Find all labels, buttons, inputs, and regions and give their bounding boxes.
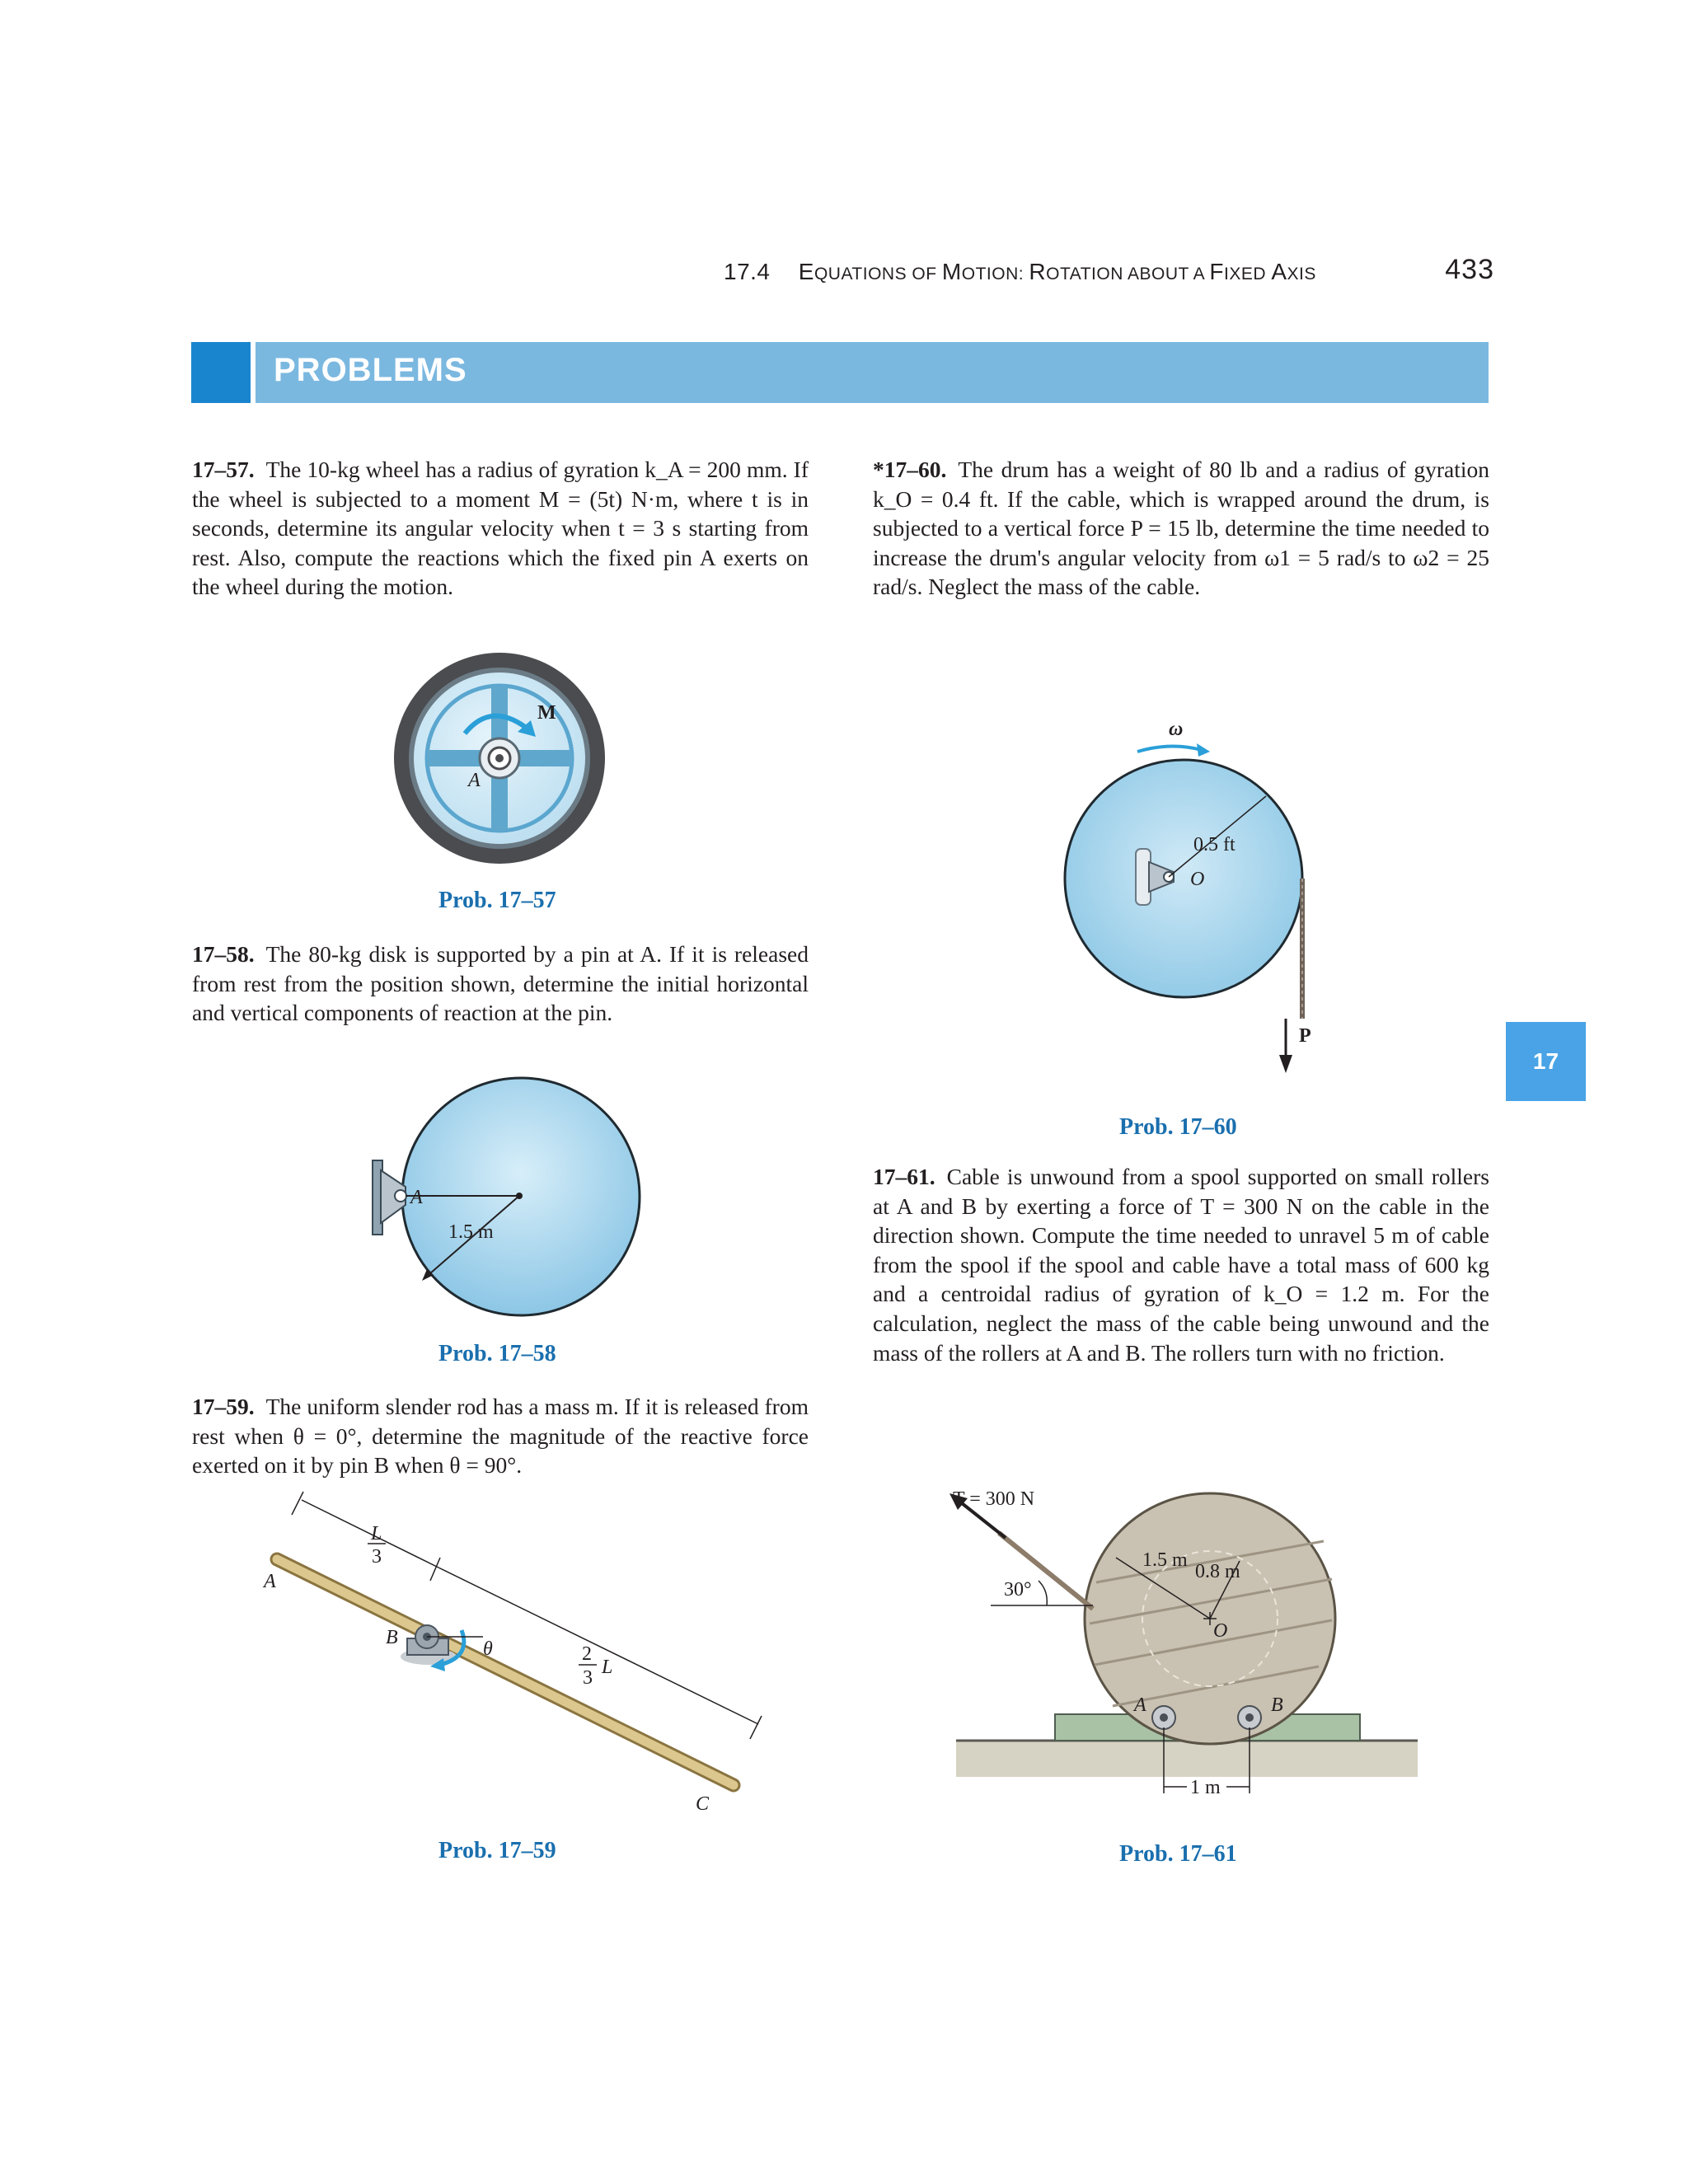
- figure-17-57: [392, 651, 607, 865]
- label-radius: 0.5 ft: [1193, 834, 1236, 855]
- problem-text: The uniform slender rod has a mass m. If it is released from rest when θ = 0°, determine the magnitude of the reactive force exerted on it by pin B when θ = 90°.: [192, 1394, 809, 1479]
- problem-number: 17–59.: [192, 1394, 255, 1419]
- label-omega: ω: [1169, 719, 1184, 740]
- figure-17-58: [369, 1071, 649, 1319]
- problem-text: The 10-kg wheel has a radius of gyration k_A = 200 mm. If the wheel is subjected to a moment M = (5t) N·m, where t is in seconds, determine its angular velocity when t = 3 s starting from rest. Also, compute the reactions which the fixed pin A exerts on the wheel during the motion.: [192, 457, 809, 600]
- omega-arrow: [1137, 746, 1202, 752]
- section-title: EQUATIONS OF MOTION: ROTATION ABOUT A FIXED AXIS: [798, 259, 1316, 284]
- label-p: P: [1299, 1025, 1311, 1047]
- problem-number: 17–58.: [192, 941, 255, 967]
- caption-17-60: Prob. 17–60: [1119, 1114, 1237, 1140]
- problem-17-61: [873, 1162, 1489, 1367]
- problem-number: 17–61.: [873, 1164, 935, 1189]
- label-a: A: [468, 770, 481, 791]
- omega-arrowhead-icon: [1197, 743, 1210, 757]
- problems-banner: [191, 342, 1489, 403]
- problem-number: *17–60.: [873, 457, 947, 482]
- label-b: B: [386, 1627, 398, 1648]
- caption-17-59: Prob. 17–59: [438, 1838, 556, 1863]
- banner-square: [191, 342, 251, 403]
- running-header: [724, 259, 1316, 285]
- caption-17-61: Prob. 17–61: [1119, 1841, 1237, 1867]
- label-outer-radius: 1.5 m: [1142, 1549, 1188, 1571]
- label-radius: 1.5 m: [448, 1221, 494, 1243]
- problem-17-57: [192, 455, 809, 602]
- label-inner-radius: 0.8 m: [1195, 1561, 1240, 1582]
- label-l3-num: L: [371, 1523, 382, 1544]
- problem-17-58: [192, 940, 809, 1028]
- drum: [1065, 760, 1302, 997]
- problem-17-60: [873, 455, 1489, 602]
- page-number: 433: [1445, 254, 1494, 285]
- label-a: A: [410, 1187, 423, 1208]
- figure-17-59: [256, 1492, 767, 1821]
- label-angle: 30°: [1004, 1579, 1032, 1601]
- ground: [956, 1741, 1418, 1777]
- figure-17-61: [948, 1483, 1426, 1813]
- dimension-l3: [302, 1500, 438, 1568]
- section-number: 17.4: [724, 259, 771, 284]
- pin-a: [395, 1190, 406, 1202]
- caption-17-57: Prob. 17–57: [438, 888, 556, 913]
- label-o: O: [1190, 869, 1205, 890]
- banner-title: PROBLEMS: [274, 352, 467, 388]
- label-roller-a: A: [1134, 1694, 1146, 1716]
- problem-number: 17–57.: [192, 457, 255, 482]
- force-p-arrowhead-icon: [1279, 1055, 1292, 1073]
- problem-text: The 80-kg disk is supported by a pin at A. If it is released from rest from the position shown, determine the initial horizontal and vertical components of reaction at the pin.: [192, 941, 809, 1026]
- label-a: A: [264, 1571, 276, 1592]
- label-l3-den: 3: [372, 1546, 382, 1568]
- label-c: C: [696, 1793, 710, 1815]
- figure-17-60: [1047, 717, 1343, 1080]
- label-l23-var: L: [602, 1657, 613, 1678]
- problem-17-59: [192, 1392, 809, 1480]
- problem-text: The drum has a weight of 80 lb and a radius of gyration k_O = 0.4 ft. If the cable, which is wrapped around the drum, is subjected to a vertical force P = 15 lb, determine the time needed to increase the drum's angular velocity from ω1 = 5 rad/s to ω2 = 25 rad/s. Neglect the mass of the cable.: [873, 457, 1489, 600]
- chapter-tab: 17: [1506, 1022, 1586, 1101]
- caption-17-58: Prob. 17–58: [438, 1341, 556, 1366]
- problem-text: Cable is unwound from a spool supported on small rollers at A and B by exerting a force of T = 300 N on the cable in the direction shown. Compute the time needed to unravel 5 m of cable from the spool if the spool and cable have a total mass of 600 kg and a centroidal radius of gyration of k_O = 1.2 m. For the calculation, neglect the mass of the cable being unwound and the mass of the rollers at A and B. The rollers turn with no friction.: [873, 1164, 1489, 1366]
- label-m: M: [537, 702, 556, 724]
- label-spacing: 1 m: [1190, 1777, 1221, 1798]
- label-o: O: [1213, 1620, 1228, 1642]
- label-theta: θ: [483, 1638, 493, 1660]
- label-l23-num: 2: [582, 1643, 592, 1665]
- label-roller-b: B: [1271, 1694, 1283, 1716]
- label-tension: T = 300 N: [953, 1488, 1035, 1510]
- label-l23-den: 3: [583, 1667, 593, 1689]
